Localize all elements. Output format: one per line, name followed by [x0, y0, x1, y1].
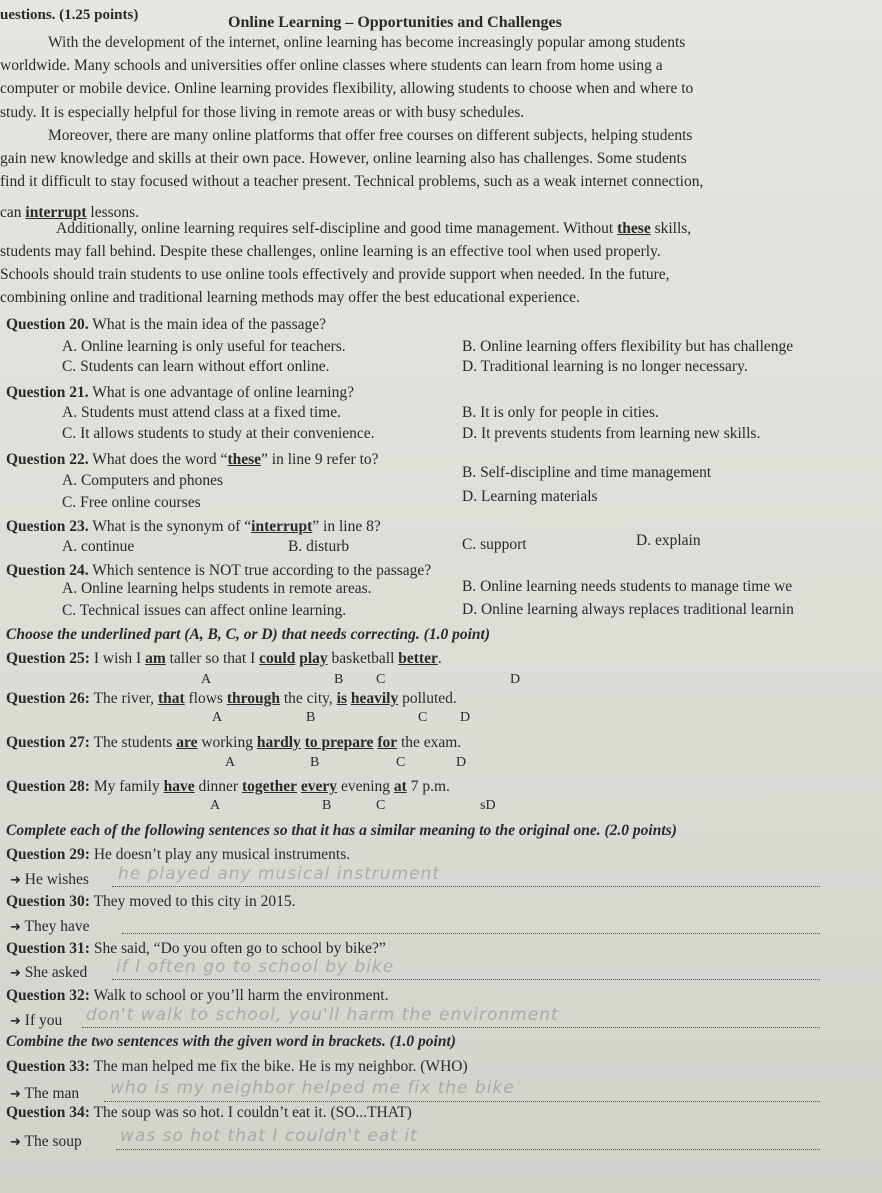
q24-option-d[interactable]: D. Online learning always replaces traditional learnin	[462, 601, 794, 618]
q21-option-b[interactable]: B. It is only for people in cities.	[462, 404, 659, 421]
passage-line: can interrupt lessons.	[0, 204, 140, 221]
question-31: Question 31: She said, “Do you often go to school by bike?”	[6, 940, 386, 957]
q21-option-c[interactable]: C. It allows students to study at their convenience.	[62, 425, 375, 442]
arrow-right-icon: ➜	[10, 1135, 21, 1150]
q24-option-b[interactable]: B. Online learning needs students to manage time we	[462, 578, 793, 595]
answer-lead: ➜ He wishes	[10, 871, 89, 888]
handwritten-answer: was so hot that I couldn't eat it	[120, 1126, 418, 1146]
q22-option-d[interactable]: D. Learning materials	[462, 488, 598, 505]
label-b: B	[334, 672, 344, 687]
answer-line[interactable]	[112, 978, 820, 980]
label-b: B	[306, 710, 316, 725]
handwritten-answer: he played any musical instrument	[118, 864, 440, 884]
passage-line: Schools should train students to use online tools effectively and provide support when needed. In the future,	[0, 266, 670, 283]
question-26: Question 26: The river, that flows through the city, is heavily polluted.	[6, 690, 457, 707]
question-28: Question 28: My family have dinner together every evening at 7 p.m.	[6, 778, 450, 795]
label-c: C	[376, 672, 386, 687]
underlined-word-interrupt: interrupt	[25, 204, 87, 221]
q21-option-a[interactable]: A. Students must attend class at a fixed time.	[62, 404, 341, 421]
passage-title: Online Learning – Opportunities and Challenges	[228, 14, 562, 31]
passage-line: With the development of the internet, online learning has become increasingly popular among students	[48, 34, 686, 51]
handwritten-answer: if I often go to school by bike	[116, 957, 395, 977]
passage-line: worldwide. Many schools and universities offer online classes where students can learn from home using a	[0, 57, 663, 74]
q20-option-a[interactable]: A. Online learning is only useful for teachers.	[62, 338, 346, 355]
q21-option-d[interactable]: D. It prevents students from learning new skills.	[462, 425, 761, 442]
label-c: C	[376, 798, 386, 813]
handwritten-answer: who is my neighbor helped me fix the bike	[110, 1078, 515, 1098]
passage-line: Moreover, there are many online platforms that offer free courses on different subjects, helping students	[48, 127, 693, 144]
arrow-right-icon: ➜	[10, 920, 21, 935]
q23-option-d[interactable]: D. explain	[636, 532, 701, 549]
question-34: Question 34: The soup was so hot. I couldn’t eat it. (SO...THAT)	[6, 1104, 412, 1121]
arrow-right-icon: ➜	[10, 1014, 21, 1029]
question-32: Question 32: Walk to school or you’ll harm the environment.	[6, 987, 389, 1004]
label-a: A	[210, 798, 221, 813]
label-b: B	[310, 755, 320, 770]
underlined-word-these: these	[617, 220, 651, 237]
answer-lead: ➜ The man	[10, 1085, 80, 1102]
label-c: C	[418, 710, 428, 725]
q22-option-a[interactable]: A. Computers and phones	[62, 472, 224, 489]
passage-line: computer or mobile device. Online learning provides flexibility, allowing students to choose when and where to	[0, 80, 694, 97]
passage-line: Additionally, online learning requires self-discipline and good time management. Without these skills,	[56, 220, 692, 237]
section-heading: uestions. (1.25 points)	[0, 7, 139, 23]
answer-lead: ➜ The soup	[10, 1133, 82, 1150]
answer-lead: ➜ If you	[10, 1012, 63, 1029]
passage-line: find it difficult to stay focused without a teacher present. Technical problems, such as a weak internet connection,	[0, 173, 704, 190]
q24-option-c[interactable]: C. Technical issues can affect online learning.	[62, 602, 347, 619]
q20-option-c[interactable]: C. Students can learn without effort online.	[62, 358, 330, 375]
answer-line[interactable]	[116, 1148, 820, 1150]
answer-line[interactable]	[82, 1026, 820, 1028]
rewrite-section-heading: Complete each of the following sentences so that it has a similar meaning to the original one. (2.0 points)	[6, 822, 677, 839]
q20-option-b[interactable]: B. Online learning offers flexibility but has challenge	[462, 338, 794, 355]
question-24: Question 24. Which sentence is NOT true according to the passage?	[6, 562, 432, 579]
label-a: A	[225, 755, 236, 770]
passage-line: study. It is especially helpful for those living in remote areas or with busy schedules.	[0, 104, 525, 121]
handwritten-answer: don't walk to school, you'll harm the environment	[86, 1005, 559, 1025]
question-27: Question 27: The students are working hardly to prepare for the exam.	[6, 734, 462, 751]
label-a: A	[212, 710, 223, 725]
answer-line[interactable]	[112, 885, 820, 887]
question-21: Question 21. What is one advantage of online learning?	[6, 384, 354, 401]
question-20: Question 20. What is the main idea of the passage?	[6, 316, 326, 333]
combine-section-heading: Combine the two sentences with the given word in brackets. (1.0 point)	[6, 1033, 456, 1050]
passage-line: gain new knowledge and skills at their own pace. However, online learning also has challenges. Some students	[0, 150, 687, 167]
q23-option-b[interactable]: B. disturb	[288, 538, 350, 555]
answer-line[interactable]	[122, 932, 820, 934]
label-d: D	[510, 672, 521, 687]
arrow-right-icon: ➜	[10, 1087, 21, 1102]
question-29: Question 29: He doesn’t play any musical instruments.	[6, 846, 351, 863]
arrow-right-icon: ➜	[10, 966, 21, 981]
label-d: D	[460, 710, 471, 725]
question-33: Question 33: The man helped me fix the bike. He is my neighbor. (WHO)	[6, 1058, 468, 1075]
q23-option-c[interactable]: C. support	[462, 536, 527, 553]
passage-line: students may fall behind. Despite these challenges, online learning is an effective tool when used properly.	[0, 243, 661, 260]
q23-option-a[interactable]: A. continue	[62, 538, 135, 555]
answer-line[interactable]	[104, 1100, 820, 1102]
question-22: Question 22. What does the word “these” in line 9 refer to?	[6, 451, 379, 468]
question-23: Question 23. What is the synonym of “interrupt” in line 8?	[6, 518, 381, 535]
answer-lead: ➜ They have	[10, 918, 90, 935]
q22-option-b[interactable]: B. Self-discipline and time management	[462, 464, 712, 481]
question-25: Question 25: I wish I am taller so that I could play basketball better.	[6, 650, 442, 667]
error-section-heading: Choose the underlined part (A, B, C, or D) that needs correcting. (1.0 point)	[6, 626, 490, 643]
q20-option-d[interactable]: D. Traditional learning is no longer necessary.	[462, 358, 748, 375]
passage-line: combining online and traditional learning methods may offer the best educational experience.	[0, 289, 580, 306]
q24-option-a[interactable]: A. Online learning helps students in remote areas.	[62, 580, 372, 597]
label-d: D	[456, 755, 467, 770]
question-30: Question 30: They moved to this city in 2015.	[6, 893, 296, 910]
arrow-right-icon: ➜	[10, 873, 21, 888]
label-a: A	[201, 672, 212, 687]
answer-lead: ➜ She asked	[10, 964, 88, 981]
q22-option-c[interactable]: C. Free online courses	[62, 494, 201, 511]
label-c: C	[396, 755, 406, 770]
label-b: B	[322, 798, 332, 813]
label-d: sD	[480, 798, 496, 813]
